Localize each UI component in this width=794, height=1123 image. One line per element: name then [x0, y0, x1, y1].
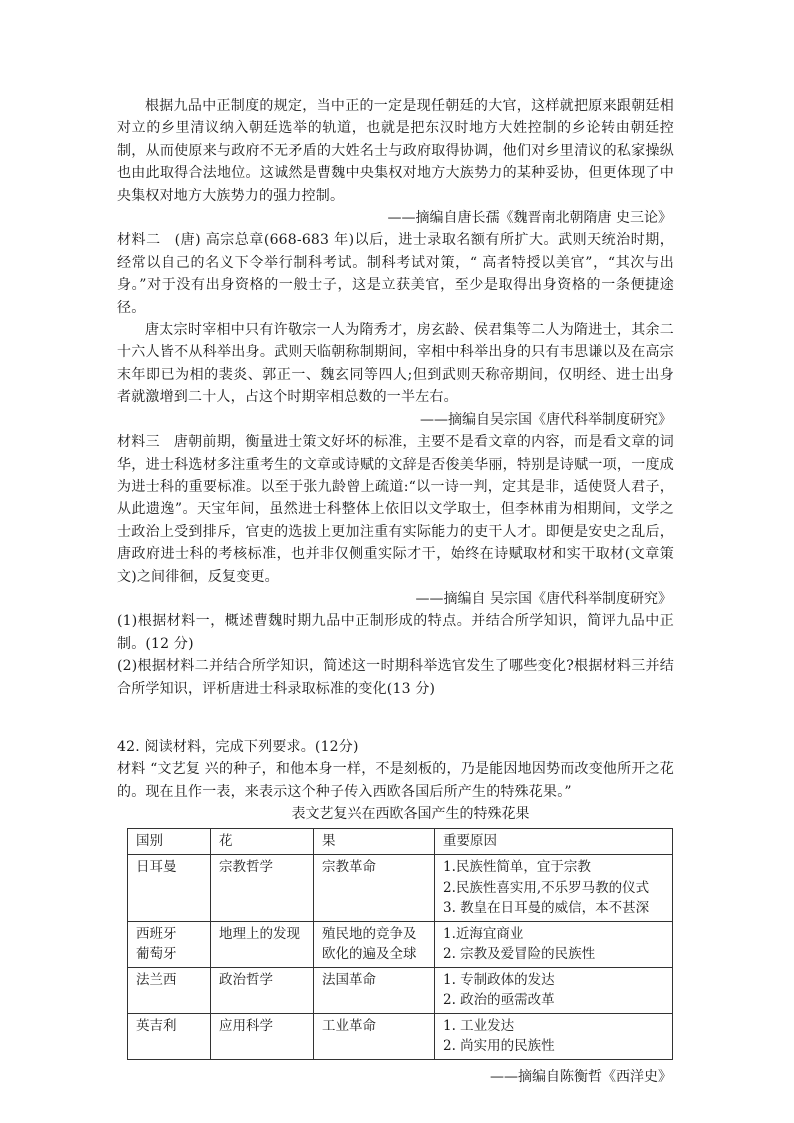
- question-42-material: 材料 “文艺复 兴的种子，和他本身一样，不是刻板的，乃是能因地因势而改变他所开之花的。现在且作一表，来表示这个种子传入西欧各国后所产生的特殊花果。”: [117, 761, 674, 800]
- material3-label: 材料三: [117, 434, 160, 451]
- table-source: ——摘编自陈衡哲《西洋史》: [490, 1068, 672, 1085]
- question-2: (2)根据材料二并结合所学知识，简述这一时期科举选官发生了哪些变化?根据材料三并结合所学知识，评析唐进士科录取标准的变化(13 分): [117, 658, 674, 697]
- cell-flower: 应用科学: [211, 1013, 314, 1059]
- table-row: [128, 855, 673, 922]
- material2-paragraph-2: 唐太宗时宰相中只有许敬宗一人为隋秀才，房玄龄、侯君集等二人为隋进士，其余二十六人皆不从科举出身。武则天临朝称制期间，宰相中科举出身的只有韦思谦以及在高宗末年即已为相的裴炎、郭正一、魏玄同等四人;但到武则天称帝期间，仅明经、进士出身者就激增到二十人，占这个时期宰相总数的一半左右。: [117, 322, 674, 406]
- header-country: 国别: [128, 828, 211, 855]
- reason-item: 2.民族性喜实用,不乐罗马教的仪式: [443, 879, 650, 896]
- reason-item: 1.近海宜商业: [443, 925, 524, 942]
- reason-item: 1. 工业发达: [443, 1017, 515, 1034]
- cell-flower: 地理上的发现: [211, 921, 314, 967]
- reason-item: 2. 宗教及爱冒险的民族性: [443, 946, 596, 963]
- cell-fruit: 殖民地的竞争及欧化的遍及全球: [314, 921, 435, 967]
- cell-reasons: [435, 855, 673, 922]
- table-row: [128, 967, 673, 1013]
- header-reasons: 重要原因: [435, 828, 673, 855]
- reason-item: 1. 专制政体的发达: [443, 971, 555, 988]
- material3-source: ——摘编自 吴宗国《唐代科举制度研究》: [415, 590, 672, 607]
- cell-fruit: 法国革命: [314, 967, 435, 1013]
- cell-reasons: [435, 967, 673, 1013]
- table-header-row: [128, 828, 673, 855]
- cell-fruit: 工业革命: [314, 1013, 435, 1059]
- material3-text: 唐朝前期，衡量进士策文好坏的标准，主要不是看文章的内容，而是看文章的词华，进士科选材多注重考生的文章或诗赋的文辞是否俊美华丽，特别是诗赋一项，一度成为进士科的重要标准。以至于张九龄曾上疏道:“以一诗一判，定其是非，适使贤人君子，从此遗逸”。天宝年间，虽然进士科整体上依旧以文学取士，但李林甫为相期间，文学之士政治上受到排斥，官吏的选拔上更加注重有实际能力的吏干人才。即便是安史之乱后，唐政府进士科的考核标准，也并非仅侧重实际才干，始终在诗赋取材和实干取材(文章策文)之间徘徊，反复变更。: [117, 434, 674, 585]
- material2-paragraph-1: [117, 229, 674, 319]
- material2-label: 材料二: [117, 232, 161, 249]
- material1-source: ——摘编自唐长孺《魏晋南北朝隋唐 史三论》: [387, 210, 672, 227]
- material1-paragraph: 根据九品中正制度的规定，当中正的一定是现任朝廷的大官，这样就把原来跟朝廷相对立的乡里清议纳入朝廷选举的轨道，也就是把东汉时地方大姓控制的乡论转由朝廷控制，从而使原来与政府不无矛盾的大姓名士与政府取得协调，他们对乡里清议的私家操纵也由此取得合法地位。这诚然是曹魏中央集权对地方大族势力的某种妥协，但更体现了中央集权对地方大族势力的强力控制。: [117, 98, 674, 204]
- cell-reasons: [435, 921, 673, 967]
- header-flower: 花: [211, 828, 314, 855]
- cell-reasons: [435, 1013, 673, 1059]
- material2-source: ——摘编自吴宗国《唐代科举制度研究》: [420, 411, 672, 428]
- table-row: [128, 1013, 673, 1059]
- country-portugal: 葡萄牙: [136, 946, 177, 963]
- cell-country: 日耳曼: [128, 855, 211, 922]
- reason-item: 2. 尚实用的民族性: [443, 1038, 555, 1055]
- reason-item: 3. 教皇在日耳曼的威信，本不甚深: [443, 900, 650, 917]
- country-spain: 西班牙: [136, 925, 177, 942]
- cell-country: 法兰西: [128, 967, 211, 1013]
- cell-fruit: 宗教革命: [314, 855, 435, 922]
- renaissance-table: [127, 828, 673, 1060]
- reason-item: 1.民族性简单，宜于宗教: [443, 859, 591, 876]
- exam-page: [117, 95, 674, 1088]
- cell-country: [128, 921, 211, 967]
- cell-flower: 宗教哲学: [211, 855, 314, 922]
- question-42-title: 42. 阅读材料，完成下列要求。(12分): [117, 738, 359, 755]
- table-title: 表文艺复兴在西欧各国产生的特殊花果: [291, 806, 530, 823]
- question-1: (1)根据材料一，概述曹魏时期九品中正制形成的特点。并结合所学知识，简评九品中正制。(12 分): [117, 613, 674, 652]
- material3-paragraph: [117, 431, 674, 588]
- cell-country: 英吉利: [128, 1013, 211, 1059]
- cell-flower: 政治哲学: [211, 967, 314, 1013]
- table-row: [128, 921, 673, 967]
- material2-text-1: (唐) 高宗总章(668-683 年)以后，进士录取名额有所扩大。武则天统治时期，经常以自己的名义下令举行制科考试。制科考试对策，“ 高者特授以美官”，“其次与出身。”对于没有出身资格的一般士子，这是立获美官，至少是取得出身资格的一条便捷途径。: [117, 232, 675, 316]
- header-fruit: 果: [314, 828, 435, 855]
- spacer: [117, 700, 674, 736]
- reason-item: 2. 政治的亟需改革: [443, 992, 555, 1009]
